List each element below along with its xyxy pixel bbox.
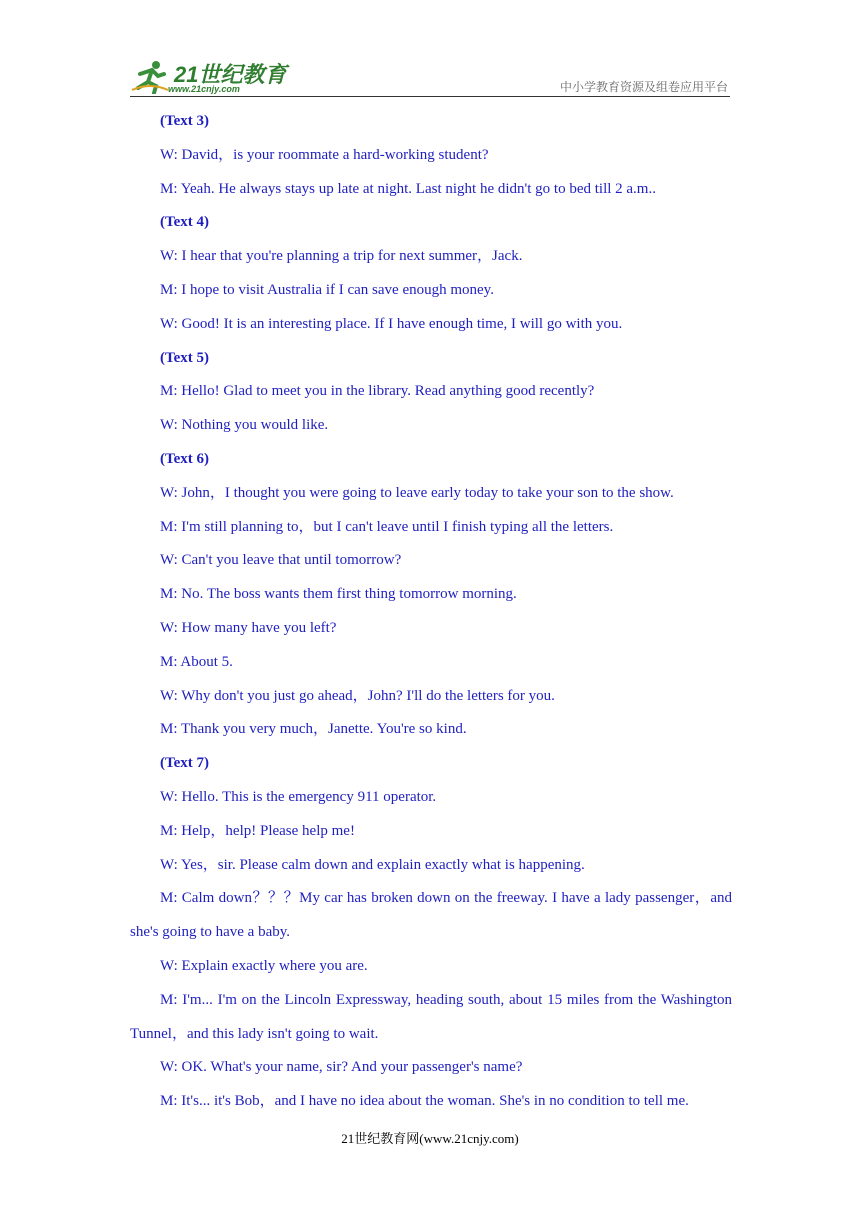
dialogue-line: W: Nothing you would like. [160,417,329,434]
dialogue-line: M: I'm... I'm on the Lincoln Expressway, heading south, about 15 miles from the Washington Tunnel，and this lady isn't going to wait. [130,991,732,1042]
page-footer: 21世纪教育网(www.21cnjy.com) [341,1131,519,1146]
section-heading-text: (Text 4) [160,214,210,231]
site-logo [130,56,290,96]
section-heading [130,206,732,240]
dialogue-line: W: Why don't you just go ahead，John? I'll do the letters for you. [160,687,555,704]
dialogue-line: W: Hello. This is the emergency 911 operator. [160,788,437,805]
section-heading [130,342,732,376]
dialogue-line: M: It's... it's Bob，and I have no idea about the woman. She's in no condition to tell me. [160,1093,689,1110]
page-header [130,52,730,97]
section-heading [130,443,732,477]
dialogue-line: W: OK. What's your name, sir? And your passenger's name? [160,1059,523,1076]
section-heading [130,747,732,781]
dialogue-line: M: About 5. [160,653,233,670]
dialogue-line: M: I'm still planning to，but I can't leave until I finish typing all the letters. [160,518,614,535]
dialogue-line: W: I hear that you're planning a trip for next summer，Jack. [160,248,523,265]
dialogue-line: M: Help，help! Please help me! [160,822,355,839]
dialogue-line: W: David，is your roommate a hard-working student? [160,146,489,163]
platform-tagline: 中小学教育资源及组卷应用平台 [559,80,728,94]
logo-url: www.21cnjy.com [168,84,240,94]
transcript-body [130,105,732,1119]
section-heading-text: (Text 3) [160,113,210,129]
section-heading-text: (Text 6) [160,450,210,467]
dialogue-line: W: John，I thought you were going to leave early today to take your son to the show. [160,484,674,501]
logo-text: 21世纪教育 [174,62,287,87]
dialogue-line: W: Yes，sir. Please calm down and explain exactly what is happening. [160,856,585,873]
dialogue-line: W: Good! It is an interesting place. If I have enough time, I will go with you. [160,315,623,332]
dialogue-line: W: How many have you left? [160,619,337,636]
section-heading-text: (Text 7) [160,755,210,772]
dialogue-line: M: I hope to visit Australia if I can save enough money. [160,281,494,298]
dialogue-line: W: Can't you leave that until tomorrow? [160,552,402,569]
section-heading [130,105,732,139]
section-heading-text: (Text 5) [160,349,210,366]
dialogue-line: W: Explain exactly where you are. [160,957,368,974]
runner-icon [130,60,170,94]
dialogue-line: M: Calm down？？？My car has broken down on the freeway. I have a lady passenger，and she's going to have a baby. [130,890,732,941]
dialogue-line: M: Yeah. He always stays up late at night. Last night he didn't go to bed till 2 a.m.. [160,180,656,197]
dialogue-line: M: No. The boss wants them first thing tomorrow morning. [160,586,517,603]
dialogue-line: M: Hello! Glad to meet you in the library. Read anything good recently? [160,383,595,400]
dialogue-line: M: Thank you very much，Janette. You're so kind. [160,721,467,738]
